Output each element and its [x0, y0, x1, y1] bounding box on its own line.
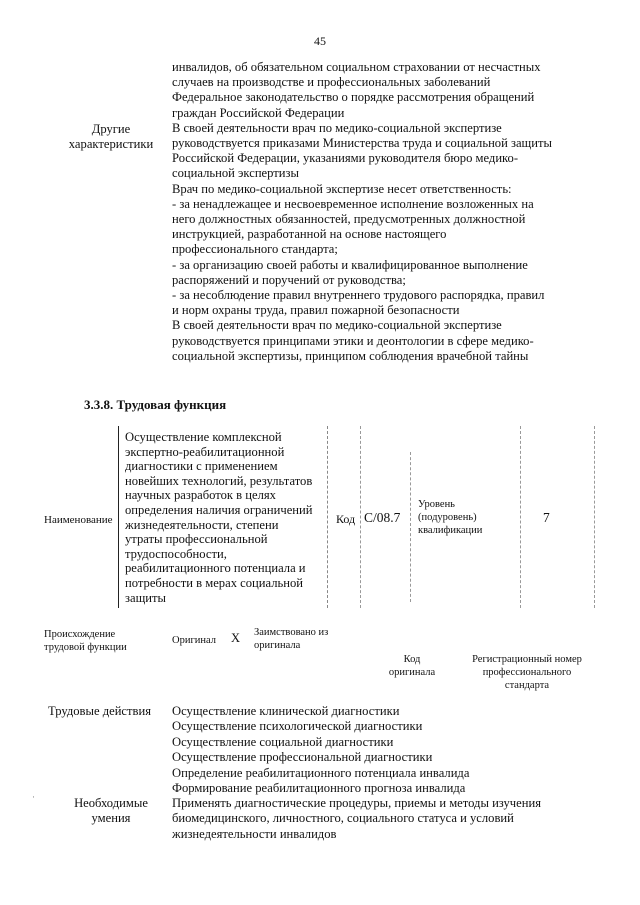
other-characteristics-text: [172, 60, 592, 364]
list-item: Формирование реабилитационного прогноза инвалида: [172, 781, 466, 796]
scan-speck: ·: [32, 792, 35, 802]
text-line: руководствуется приказами Министерства труда и социальной защиты: [172, 136, 552, 151]
text-line: социальной экспертизы: [172, 166, 299, 181]
label-line: профессионального: [482, 667, 572, 678]
text-line: социальной экспертизы, принципом соблюдения врачебной тайны: [172, 348, 529, 363]
function-name-line: определения наличия ограничений: [125, 502, 313, 517]
label-line: трудовой функции: [44, 642, 127, 653]
function-name-line: утраты профессиональной: [125, 532, 268, 547]
list-item: Осуществление профессиональной диагностики: [172, 750, 433, 765]
text-line: В своей деятельности врач по медико-социальной экспертизе: [172, 120, 502, 135]
required-skills-text: [172, 796, 541, 842]
function-name-cell: [118, 426, 328, 608]
label-line: Заимствовано из: [254, 627, 329, 638]
registration-number-label: [452, 653, 602, 692]
labor-actions-list: [172, 704, 469, 796]
text-line: и норм охраны труда, правил пожарной безопасности: [172, 303, 460, 318]
function-name-line: жизнедеятельности, степени: [125, 517, 279, 532]
other-characteristics-label: [56, 122, 166, 152]
function-name-line: научных разработок в целях: [125, 488, 276, 503]
label-line: квалификации: [418, 525, 483, 536]
text-line: - за организацию своей работы и квалифицированное выполнение: [172, 257, 528, 272]
text-line: инструкцией, разработанной на основе настоящего: [172, 227, 447, 242]
qualification-level-label: [418, 498, 482, 537]
name-label: Наименование: [44, 514, 113, 526]
cell-divider: [594, 426, 595, 608]
label-line: Другие: [91, 122, 131, 136]
function-name-line: диагностики с применением: [125, 459, 278, 474]
origin-label: [44, 628, 127, 654]
label-line: Уровень: [418, 499, 455, 510]
text-line: распоряжений и поручений от руководства;: [172, 272, 406, 287]
text-line: руководствуется принципами этики и деонтологии в сфере медико-: [172, 333, 534, 348]
label-line: Код: [403, 654, 421, 665]
text-line: В своей деятельности врач по медико-социальной экспертизе: [172, 318, 502, 333]
borrowed-label: [254, 626, 328, 652]
original-code-label: [382, 653, 442, 679]
text-line: него должностных обязанностей, предусмотренных должностной: [172, 212, 526, 227]
list-item: Осуществление клинической диагностики: [172, 704, 400, 718]
label-line: умения: [91, 811, 131, 825]
function-name-line: Осуществление комплексной: [125, 430, 282, 444]
original-label: Оригинал: [172, 635, 216, 646]
qualification-level-value: 7: [543, 510, 550, 525]
label-line: Необходимые: [74, 796, 148, 810]
text-line: случаев на производстве и профессиональных заболеваний: [172, 75, 491, 90]
cell-divider: [360, 426, 361, 608]
list-item: Осуществление социальной диагностики: [172, 734, 394, 749]
label-line: характеристики: [68, 137, 154, 151]
function-name-line: новейших технологий, результатов: [125, 473, 313, 488]
cell-divider: [520, 426, 521, 608]
original-mark: X: [231, 631, 241, 645]
label-line: Регистрационный номер: [472, 654, 582, 665]
text-line: Российской Федерации, указаниями руководителя бюро медико-: [172, 151, 519, 166]
function-name-line: реабилитационного потенциала и: [125, 561, 306, 576]
text-line: - за ненадлежащее и несвоевременное исполнение возложенных на: [172, 196, 534, 211]
code-label: Код: [336, 512, 356, 526]
list-item: Определение реабилитационного потенциала инвалида: [172, 765, 470, 780]
label-line: стандарта: [504, 680, 550, 691]
text-line: инвалидов, об обязательном социальном страховании от несчастных: [172, 60, 541, 74]
page-number: 45: [314, 34, 326, 48]
function-name-line: трудоспособности,: [125, 546, 227, 561]
list-item: Осуществление психологической диагностики: [172, 719, 423, 734]
text-line: Федеральное законодательство о порядке рассмотрения обращений: [172, 90, 535, 105]
labor-actions-label: Трудовые действия: [48, 704, 152, 718]
function-name-line: защиты: [125, 590, 166, 605]
label-line: (подуровень): [418, 512, 477, 523]
label-line: оригинала: [388, 667, 436, 678]
text-line: Врач по медико-социальной экспертизе несет ответственность:: [172, 181, 512, 196]
text-line: - за несоблюдение правил внутреннего трудового распорядка, правил: [172, 288, 545, 303]
text-line: жизнедеятельности инвалидов: [172, 826, 337, 841]
text-line: Применять диагностические процедуры, приемы и методы изучения: [172, 796, 542, 810]
function-name-line: экспертно-реабилитационной: [125, 444, 285, 459]
label-line: Происхождение: [44, 629, 116, 640]
code-value: C/08.7: [364, 510, 401, 525]
text-line: профессионального стандарта;: [172, 242, 338, 257]
required-skills-label: [56, 796, 166, 826]
cell-divider: [410, 452, 411, 602]
section-title: 3.3.8. Трудовая функция: [84, 397, 227, 412]
function-name-line: потребности в мерах социальной: [125, 575, 304, 590]
label-line: оригинала: [254, 640, 301, 651]
text-line: граждан Российской Федерации: [172, 105, 345, 120]
text-line: биомедицинского, личностного, социального статуса и условий: [172, 811, 514, 826]
